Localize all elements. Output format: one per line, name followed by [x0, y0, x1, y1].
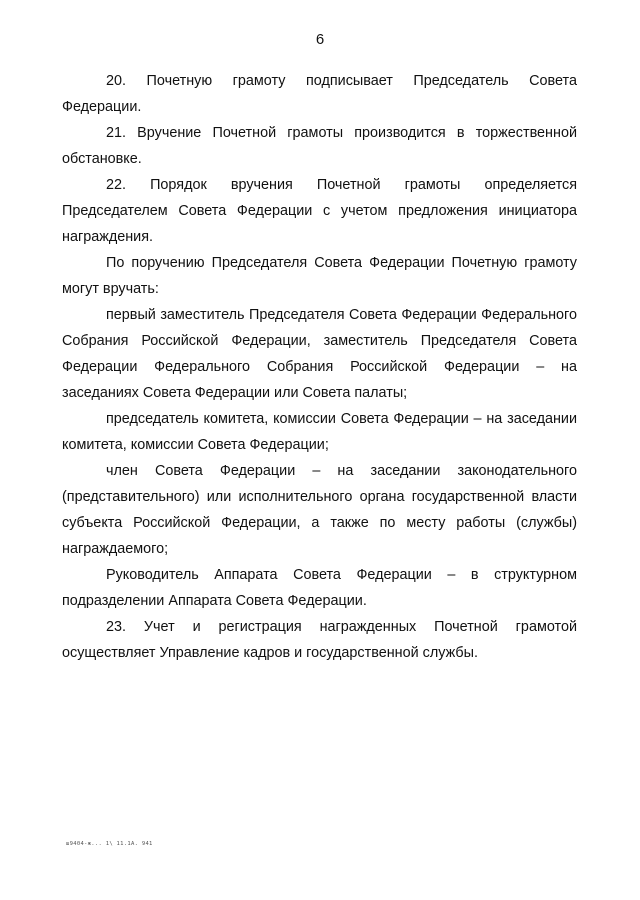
paragraph-20: 20. Почетную грамоту подписывает Председатель Совета Федерации.	[62, 73, 577, 115]
paragraph-21: 21. Вручение Почетной грамоты производится в торжественной обстановке.	[62, 125, 577, 167]
paragraph-committee-chair: председатель комитета, комиссии Совета Федерации – на заседании комитета, комиссии Совета Федерации;	[62, 411, 577, 453]
paragraph-23: 23. Учет и регистрация награжденных Почетной грамотой осуществляет Управление кадров и государственной службы.	[62, 619, 577, 661]
page-number: 6	[315, 31, 325, 48]
paragraph-council-member: член Совета Федерации – на заседании законодательного (представительного) или исполнительного органа государственной власти субъекта Российской Федерации, а также по месту работы (службы) награждаемого;	[62, 463, 577, 557]
paragraph-22: 22. Порядок вручения Почетной грамоты определяется Председателем Совета Федерации с учетом предложения инициатора награждения.	[62, 177, 577, 245]
document-body	[62, 68, 577, 666]
paragraph-delegation-intro: По поручению Председателя Совета Федерации Почетную грамоту могут вручать:	[62, 255, 577, 297]
paragraph-first-deputy: первый заместитель Председателя Совета Федерации Федерального Собрания Российской Федерации, заместитель Председателя Совета Федерации Федерального Собрания Российской Федерации – на заседаниях Совета Федерации или Совета палаты;	[62, 307, 577, 401]
footer-code: ш9404-ж... 1\ 11.1А. 941	[66, 841, 153, 847]
paragraph-staff-head: Руководитель Аппарата Совета Федерации – в структурном подразделении Аппарата Совета Федерации.	[62, 567, 577, 609]
